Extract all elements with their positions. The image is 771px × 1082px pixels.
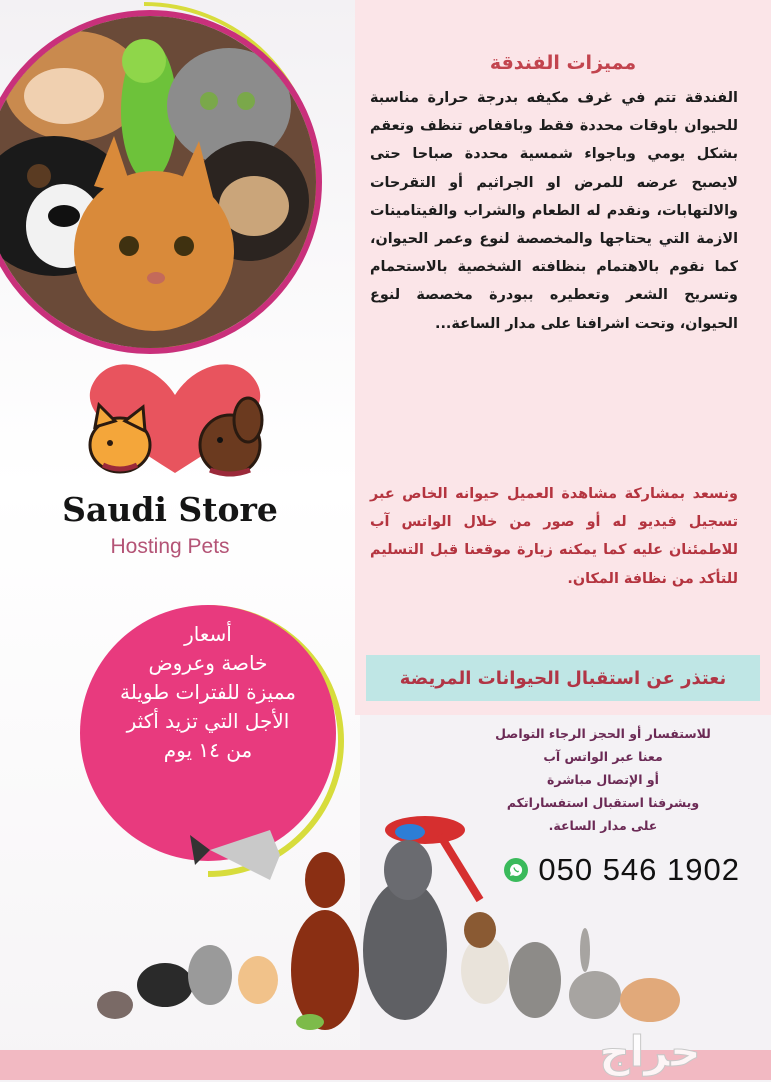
offer-line: من ١٤ يوم	[163, 738, 253, 762]
contact-line: أو الإتصال مباشرة	[547, 772, 659, 787]
offer-line: مميزة للفترات طويلة	[120, 680, 296, 704]
svg-text:حراج: حراج	[599, 1027, 701, 1076]
contact-line: للاستفسار أو الحجز الرجاء التواصل	[495, 726, 711, 741]
visit-note: ونسعد بمشاركة مشاهدة العميل حيوانه الخاص عبر تسجيل فيديو له أو صور من خلال الواتس آب للاطمئنان عليه كما يمكنه زيارة موقعنا قبل التسليم للتأكد من نظافة المكان.	[370, 486, 738, 587]
brand-name: Saudi Store	[62, 490, 278, 529]
features-title: مميزات الفندقة	[489, 52, 637, 74]
contact-line: ويشرفنا استقبال استفساراتكم	[506, 795, 700, 810]
sick-animals-notice: نعتذر عن استقبال الحيوانات المريضة	[366, 655, 760, 701]
offer-line: أسعار	[184, 622, 232, 646]
offer-line: خاصة وعروض	[148, 651, 268, 675]
watermark-logo	[540, 1022, 760, 1078]
contact-line: معنا عبر الواتس آب	[543, 749, 663, 764]
offer-line: الأجل التي تزيد أكثر	[126, 709, 290, 733]
brand-logo	[55, 355, 295, 565]
animals-group-photo	[80, 800, 770, 1050]
brand-tagline: Hosting Pets	[110, 535, 230, 558]
offer-text	[80, 620, 336, 765]
contact-line: على مدار الساعة.	[548, 818, 658, 833]
phone-number[interactable]: 050 546 1902	[538, 852, 740, 887]
features-body: الفندقة تتم في غرف مكيفه بدرجة حرارة مناسبة للحيوان باوقات محددة فقط وباقفاص تنظف وتعقم بشكل يومي وباجواء شمسية محددة صباحا حتى لايصبح عرضه للمرض او الجراثيم أو التقرحات والالتهابات، ونقدم له الطعام والشراب والفيتامينات الازمة التي يحتاجها والمخصصة لنوع وعمر الحيوان، كما نقوم بالاهتمام بنظافته الشخصية بالاستحمام وتسريح الشعر وتعطيره ببودرة مخصصة لنوع الحيوان، وتحت اشرافنا على مدار الساعة...	[370, 90, 738, 332]
